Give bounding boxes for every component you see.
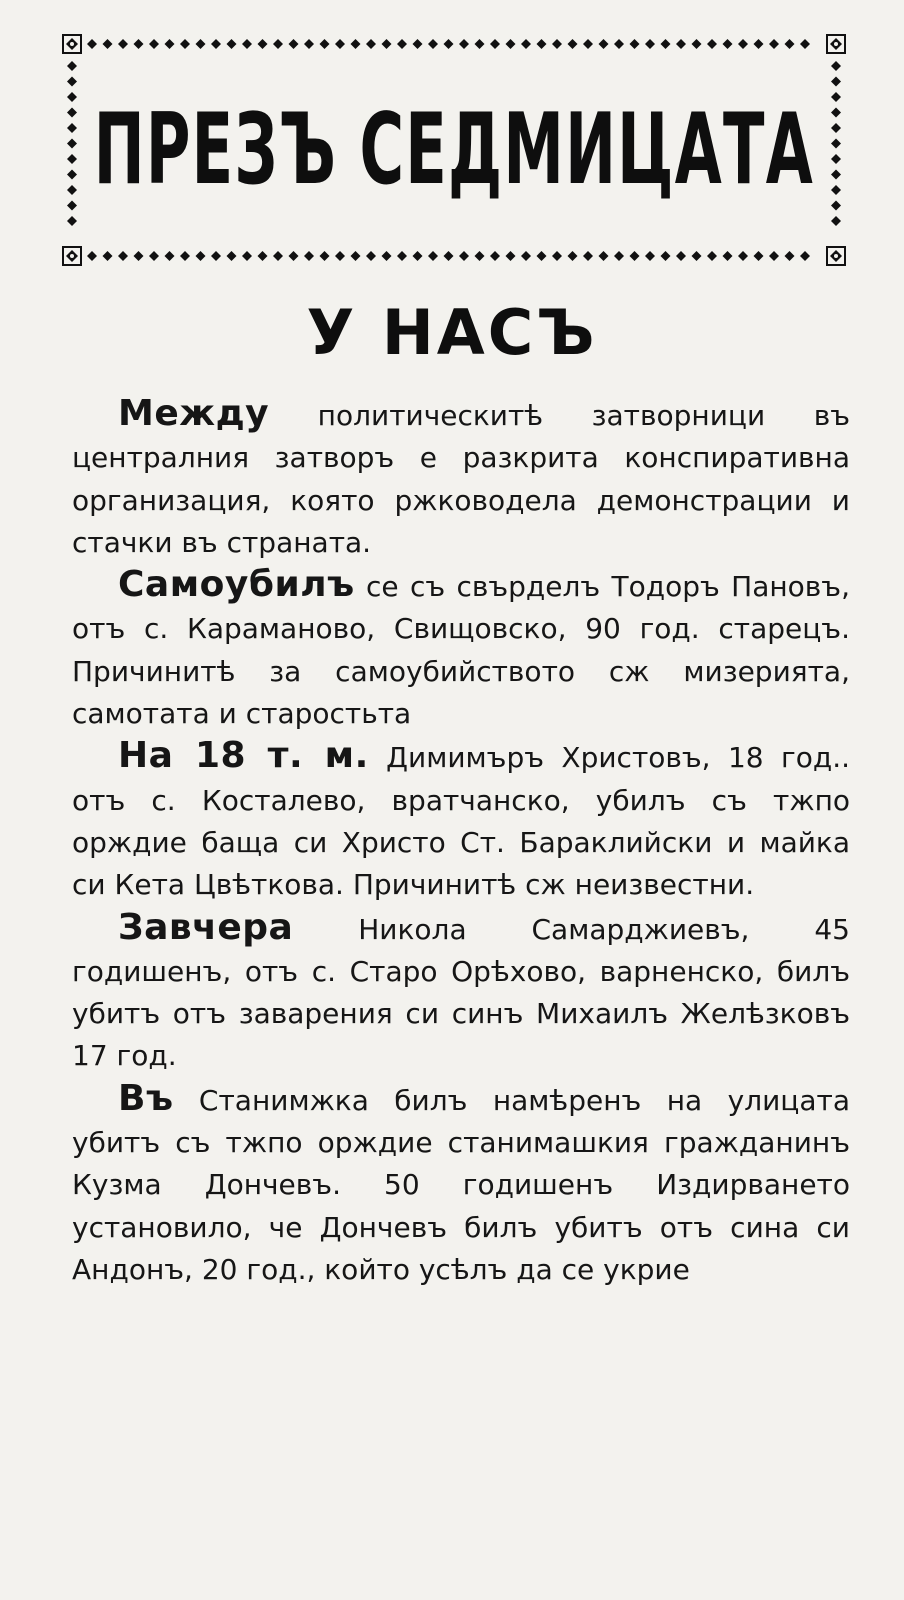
- news-item-lead: На 18 т. м.: [118, 735, 369, 777]
- news-item-text: политическитѣ затворници въ централния затворъ е разкрита конспиративна организация, която ржководела демонстрации и стачки въ страната.: [72, 399, 850, 559]
- section-heading: У НАСЪ: [306, 296, 598, 369]
- news-item-lead: Между: [118, 393, 270, 434]
- news-item: [72, 564, 850, 735]
- news-column: [72, 393, 850, 1291]
- news-item-text: Димимъръ Христовъ, 18 год.. отъ с. Косталево, вратчанско, убилъ съ тжпо орждие баща си Христо Ст. Бараклийски и майка си Кета Цвѣткова. Причинитѣ сж неизвестни.: [72, 741, 850, 902]
- news-item-text: Никола Самарджиевъ, 45 годишенъ, отъ с. Старо Орѣхово, варненско, билъ убитъ отъ заварения си синъ Михаилъ Желѣзковъ 17 год.: [72, 912, 850, 1073]
- news-item-lead: Завчера: [118, 906, 294, 948]
- news-item-text: се съ свърделъ Тодоръ Пановъ, отъ с. Караманово, Свищовско, 90 год. старецъ. Причинитѣ за самоубийството сж мизерията, самотата и старостьта: [72, 570, 850, 731]
- news-item-text: Станимжка билъ намѣренъ на улицата убитъ съ тжпо орждие станимашкия гражданинъ Кузма Дончевъ. 50 годишенъ Издирването установило, че Дончевъ билъ убитъ отъ сина си Андонъ, 20 год., който усѣлъ да се укрие: [72, 1083, 850, 1286]
- news-item-lead: Самоубилъ: [118, 564, 355, 606]
- news-item-lead: Въ: [118, 1077, 174, 1119]
- news-item: [72, 1078, 850, 1291]
- news-item: [72, 907, 850, 1078]
- news-item: [72, 735, 850, 906]
- masthead-title: ПРЕЗЪ СЕДМИЦАТА: [93, 93, 815, 207]
- news-item: [72, 393, 850, 564]
- masthead: [62, 34, 846, 266]
